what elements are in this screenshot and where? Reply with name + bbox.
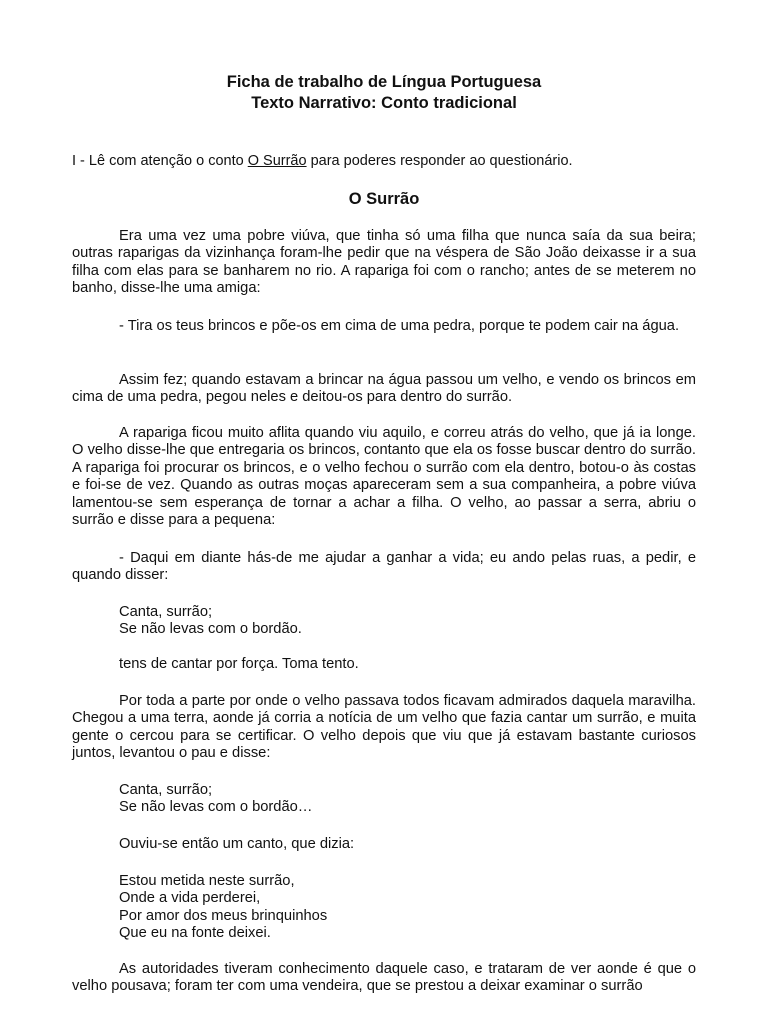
story-title: O Surrão	[348, 190, 420, 208]
verse-line: Se não levas com o bordão…	[119, 799, 313, 816]
verse-line: Canta, surrão;	[119, 782, 213, 798]
paragraph-6: tens de cantar por força. Toma tento.	[119, 656, 359, 672]
verse-line: Estou metida neste surrão,	[119, 873, 295, 889]
paragraph-7: Por toda a parte por onde o velho passava todos ficavam admirados daquela maravilha. Chegou a uma terra, aonde já corria a notícia de um velho que fazia cantar um surrão, e muita gente o cercou para se certificar. O velho depois que viu que já estavam bastante curiosos juntos, levantou o pau e disse:	[72, 693, 696, 762]
paragraph-9: As autoridades tiveram conhecimento daquele caso, e trataram de ver aonde é que o velho pousava; foram ter com uma vendeira, que se prestou a deixar examinar o surrão	[72, 961, 696, 995]
paragraph-4: A rapariga ficou muito aflita quando viu aquilo, e correu atrás do velho, que já ia longe. O velho disse-lhe que entregaria os brincos, contanto que ela os fosse buscar dentro do surrão. A rapariga foi procurar os brincos, e o velho fechou o surrão com ela dentro, botou-o às costas e foi-se de vez. Quando as outras moças apareceram sem a sua companheira, a pobre viúva lamentou-se sem esperança de tornar a achar a filha. O velho, ao passar a serra, abriu o surrão e disse para a pequena:	[72, 425, 696, 529]
verse-2	[119, 782, 313, 817]
worksheet-title: Ficha de trabalho de Língua Portuguesa	[226, 73, 542, 91]
paragraph-1: Era uma vez uma pobre viúva, que tinha só uma filha que nunca saía da sua beira; outras raparigas da vizinhança foram-lhe pedir que na véspera de São João deixasse ir a sua filha com elas para se banharem no rio. A rapariga foi com o rancho; antes de se meterem no banho, disse-lhe uma amiga:	[72, 228, 696, 297]
verse-line: Por amor dos meus brinquinhos	[119, 907, 328, 924]
paragraph-2: - Tira os teus brincos e põe-os em cima de uma pedra, porque te podem cair na água.	[119, 318, 680, 334]
paragraph-8: Ouviu-se então um canto, que dizia:	[119, 836, 355, 852]
story-reference: O Surrão	[247, 153, 307, 169]
paragraph-3: Assim fez; quando estavam a brincar na água passou um velho, e vendo os brincos em cima de uma pedra, pegou neles e deitou-os para dentro do surrão.	[72, 372, 696, 406]
instruction-suffix: para poderes responder ao questionário.	[306, 153, 573, 169]
paragraph-5: - Daqui em diante hás-de me ajudar a ganhar a vida; eu ando pelas ruas, a pedir, e quando disser:	[72, 550, 696, 584]
verse-line: Se não levas com o bordão.	[119, 621, 302, 638]
worksheet-subtitle: Texto Narrativo: Conto tradicional	[251, 94, 517, 112]
verse-line: Onde a vida perderei,	[119, 890, 261, 907]
verse-line: Canta, surrão;	[119, 604, 213, 620]
verse-1	[119, 604, 302, 639]
verse-3	[119, 873, 327, 943]
verse-line: Que eu na fonte deixei.	[119, 925, 271, 942]
instruction-line	[72, 153, 573, 169]
instruction-prefix: I - Lê com atenção o conto	[72, 153, 248, 169]
